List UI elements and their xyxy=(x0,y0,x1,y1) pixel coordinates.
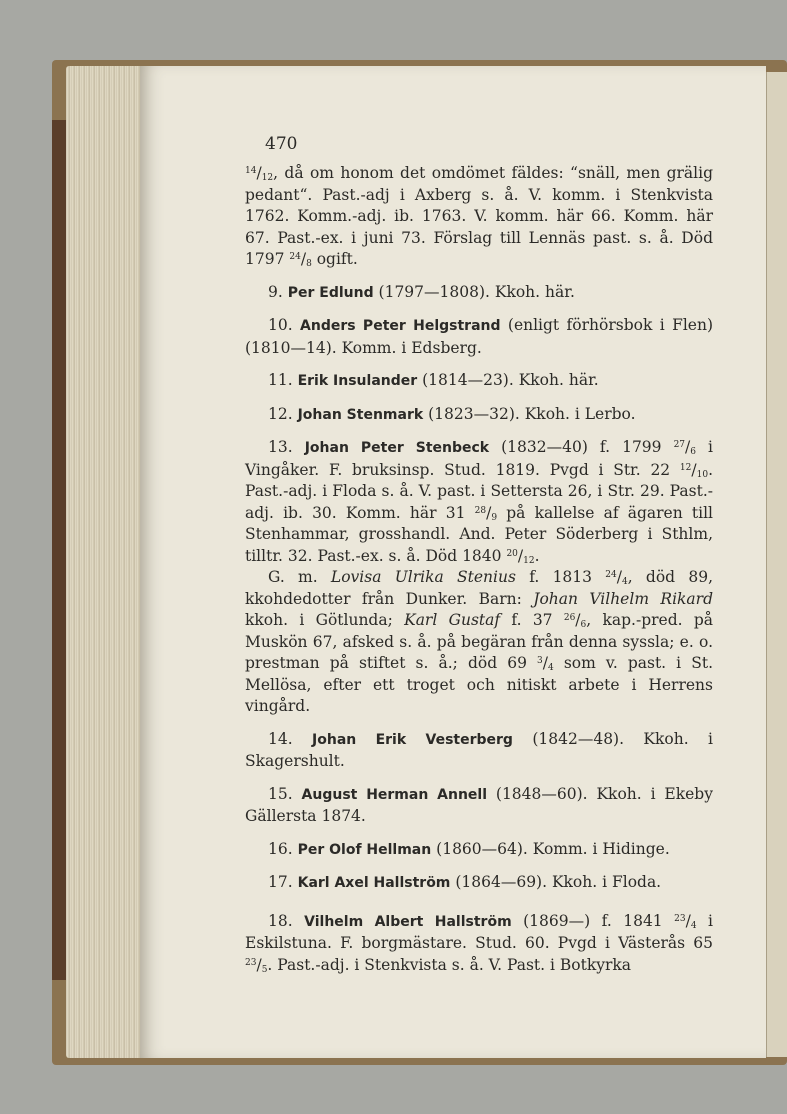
entry-9: 9. Per Edlund (1797—1808). Kkoh. här. xyxy=(268,282,575,301)
pastor-name: Johan Peter Stenbeck xyxy=(304,440,490,456)
pastor-name: Johan Stenmark xyxy=(297,406,424,423)
entry-18: 18. Vilhelm Albert Hallström (1869—) f. 1841 $^{23}/_4$ i Eskilstuna. F. borgmästare. Stud. 60. Pvgd i Västerås 65 $^{23}/_5$. Past.-adj. i Stenkvista s. å. V. Past. i Botkyrka xyxy=(245,911,713,975)
entry-14: 14. Johan Erik Vesterberg (1842—48). Kkoh. i Skagershult. xyxy=(245,729,713,770)
entry-8-continuation: $^{14}/_{12}$, då om honom det omdömet fäldes: “snäll, men grälig pedant“. Past.-adj i Axberg s. å. V. komm. i Stenkvista 1762. Komm.-adj. ib. 1763. V. komm. här 66. Komm. här 67. Past.-ex. i juni 73. Förslag till Lennäs past. s. å. Död 1797 $^{24}/_8$ ogift. xyxy=(245,164,713,269)
facing-page-edge xyxy=(766,72,787,1057)
entry-16: 16. Per Olof Hellman (1860—64). Komm. i Hidinge. xyxy=(268,839,670,858)
pastor-name: Johan Erik Vesterberg xyxy=(312,731,513,748)
entry-17: 17. Karl Axel Hallström (1864—69). Kkoh. i Floda. xyxy=(268,873,662,891)
pastor-name: Anders Peter Helgstrand xyxy=(300,318,501,334)
entry-12: 12. Johan Stenmark (1823—32). Kkoh. i Lerbo. xyxy=(268,404,636,423)
pastor-name: Vilhelm Albert Hallström xyxy=(304,913,512,930)
pastor-name: Per Edlund xyxy=(287,284,374,301)
pastor-name: Erik Insulander xyxy=(297,373,418,389)
pastor-name: Karl Axel Hallström xyxy=(297,875,451,891)
pastor-name: Per Olof Hellman xyxy=(297,841,432,858)
page-edges xyxy=(66,66,146,1058)
page-number: 470 xyxy=(265,134,298,154)
entry-15: 15. August Herman Annell (1848—60). Kkoh. i Ekeby Gällersta 1874. xyxy=(245,784,713,825)
page-text xyxy=(245,163,713,976)
pastor-name: August Herman Annell xyxy=(301,786,488,803)
entry-11: 11. Erik Insulander (1814—23). Kkoh. här. xyxy=(268,371,599,389)
entry-10: 10. Anders Peter Helgstrand (enligt förhörsbok i Flen) (1810—14). Komm. i Edsberg. xyxy=(245,316,713,357)
entry-13: 13. Johan Peter Stenbeck (1832—40) f. 1799 $^{27}/_6$ i Vingåker. F. bruksinsp. Stud. 1819. Pvgd i Str. 22 $^{12}/_{10}$. Past.-adj. i Floda s. å. V. past. i Settersta 26, i Str. 29. Past.-adj. ib. 30. Komm. här 31 $^{28}/_9$ på kallelse af ägaren till Stenhammar, grosshandl. And. Peter Söderberg i Sthlm, tilltr. 32. Past.-ex. s. å. Död 1840 $^{20}/_{12}$. xyxy=(245,438,713,566)
entry-13-family: G. m. Lovisa Ulrika Stenius f. 1813 $^{24}/_4$, död 89, kkohdedotter från Dunker. Barn: Johan Vilhelm Rikard kkoh. i Götlunda; Karl Gustaf f. 37 $^{26}/_6$, kap.-pred. på Muskön 67, afsked s. å. på begäran från denna syssla; e. o. prestman på stiftet s. å.; död 69 $^3/_4$ som v. past. i St. Mellösa, efter ett troget och nitiskt arbete i Herrens vingård. xyxy=(245,568,714,715)
